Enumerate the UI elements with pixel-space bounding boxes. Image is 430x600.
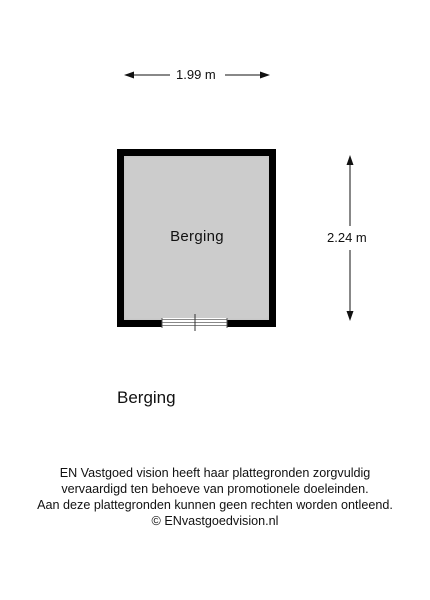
disclaimer-line: vervaardigd ten behoeve van promotionele doeleinden. [61,482,369,496]
width-dimension-label: 1.99 m [176,67,216,82]
room-label: Berging [170,228,224,245]
height-dimension-label: 2.24 m [327,230,367,245]
disclaimer-text [0,465,430,529]
floor-title: Berging [117,388,176,407]
disclaimer-line: Aan deze plattegronden kunnen geen rechten worden ontleend. [37,498,393,512]
disclaimer-line: EN Vastgoed vision heeft haar plattegronden zorgvuldig [59,466,371,480]
copyright-line: © ENvastgoedvision.nl [151,514,279,528]
